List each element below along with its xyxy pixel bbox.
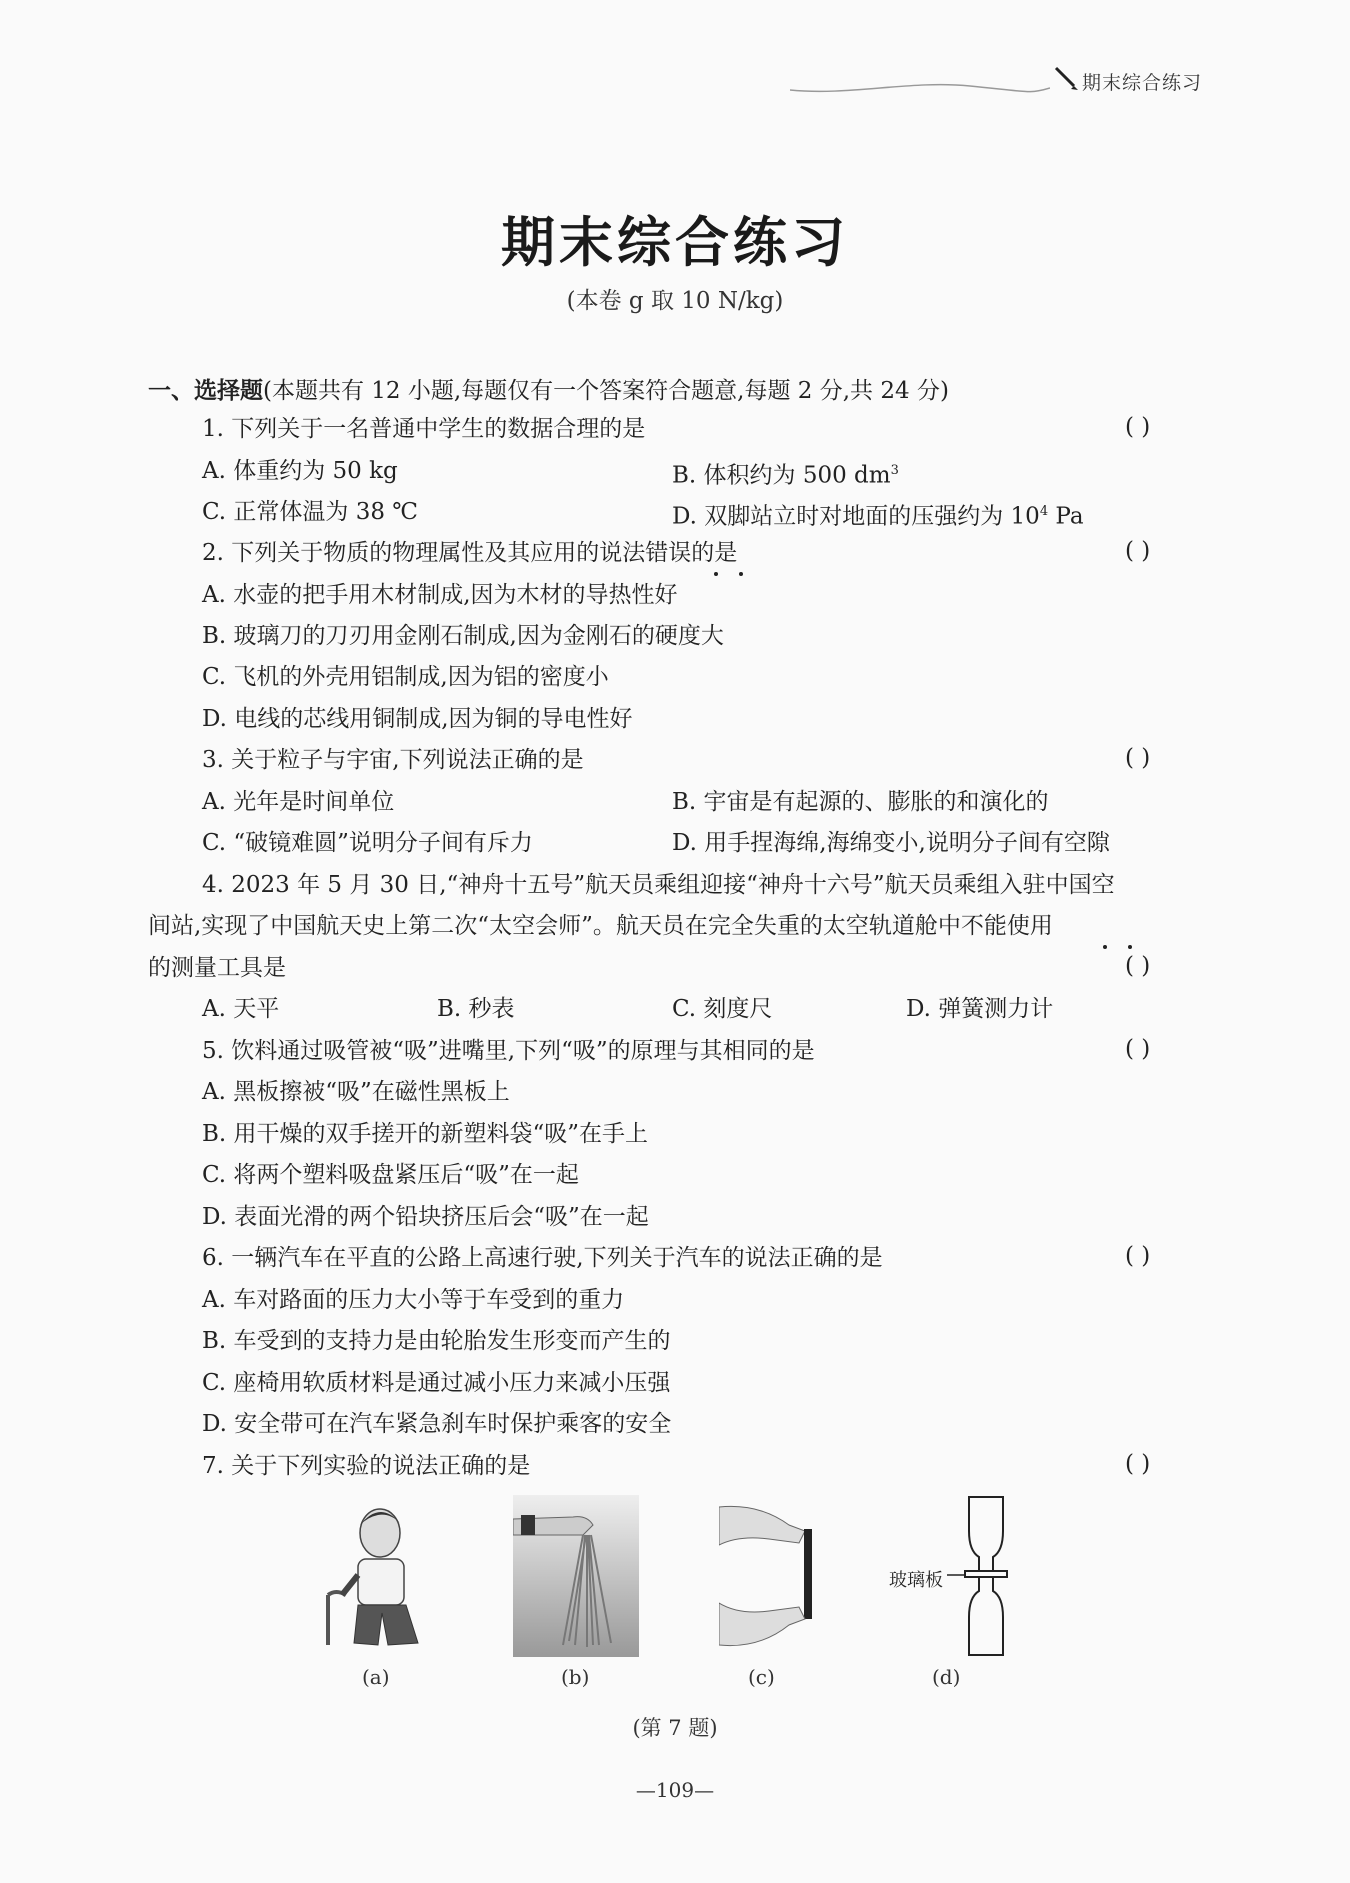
emphasis-dot [1128,945,1132,949]
q5-option-a: A. 黑板擦被“吸”在磁性黑板上 [202,1079,510,1105]
q1-option-c: C. 正常体温为 38 ℃ [202,499,419,525]
header-decoration-line [790,78,1050,98]
page-title: 期末综合练习 [501,210,849,274]
page-subtitle: (本卷 g 取 10 N/kg) [566,288,784,314]
answer-blank-3[interactable]: ( ) [1125,745,1151,771]
q1-option-d: D. 双脚站立时对地面的压强约为 $10^4$ Pa [672,503,1084,530]
figure-c-pencil-fingers [719,1495,827,1655]
question-2-stem: 2. 下列关于物质的物理属性及其应用的说法错误的是 [202,540,738,566]
answer-blank-2[interactable]: ( ) [1125,538,1151,564]
q3-option-d: D. 用手捏海绵,海绵变小,说明分子间有空隙 [672,830,1110,856]
q6-option-a: A. 车对路面的压力大小等于车受到的重力 [202,1287,625,1313]
q5-option-b: B. 用干燥的双手搓开的新塑料袋“吸”在手上 [202,1121,649,1147]
q4-option-b: B. 秒表 [437,996,515,1022]
emphasis-dot [714,572,718,576]
q4-option-d: D. 弹簧测力计 [906,996,1054,1022]
q5-option-d: D. 表面光滑的两个铅块挤压后会“吸”在一起 [202,1204,649,1230]
q3-option-b: B. 宇宙是有起源的、膨胀的和演化的 [672,789,1049,815]
q2-option-d: D. 电线的芯线用铜制成,因为铜的导电性好 [202,706,633,732]
figure-b-label: (b) [561,1665,590,1689]
glass-plate-label: 玻璃板 [889,1570,943,1591]
q4-option-a: A. 天平 [202,996,280,1022]
answer-blank-6[interactable]: ( ) [1125,1243,1151,1269]
q6-option-c: C. 座椅用软质材料是通过减小压力来减小压强 [202,1370,671,1396]
question-7-stem: 7. 关于下列实验的说法正确的是 [202,1453,531,1479]
q2-option-b: B. 玻璃刀的刀刃用金刚石制成,因为金刚石的硬度大 [202,623,724,649]
section-heading [148,376,949,406]
q2-option-c: C. 飞机的外壳用铝制成,因为铝的密度小 [202,664,609,690]
section-title: 一、选择题 [148,378,263,404]
q2-option-a: A. 水壶的把手用木材制成,因为木材的导热性好 [202,582,678,608]
question-5-stem: 5. 饮料通过吸管被“吸”进嘴里,下列“吸”的原理与其相同的是 [202,1038,815,1064]
pen-icon [1050,62,1080,92]
q6-option-d: D. 安全带可在汽车紧急刹车时保护乘客的安全 [202,1411,672,1437]
figure-d-label: (d) [932,1665,961,1689]
q6-option-b: B. 车受到的支持力是由轮胎发生形变而产生的 [202,1328,671,1354]
answer-blank-7[interactable]: ( ) [1125,1451,1151,1477]
figure-c-label: (c) [748,1665,775,1689]
figure-a-boy-listening [318,1495,442,1655]
figure-caption: (第 7 题) [632,1716,718,1740]
question-1-stem: 1. 下列关于一名普通中学生的数据合理的是 [202,416,646,442]
running-header: 期末综合练习 [1082,72,1203,94]
answer-blank-4[interactable]: ( ) [1125,953,1151,979]
q5-option-c: C. 将两个塑料吸盘紧压后“吸”在一起 [202,1162,579,1188]
page-number: —109— [635,1778,715,1802]
q1-option-a: A. 体重约为 50 kg [202,458,398,484]
q1-option-b: B. 体积约为 500 $dm^3$ [672,462,899,489]
question-3-stem: 3. 关于粒子与宇宙,下列说法正确的是 [202,747,584,773]
q3-option-c: C. “破镜难圆”说明分子间有斥力 [202,830,533,856]
section-note: (本题共有 12 小题,每题仅有一个答案符合题意,每题 2 分,共 24 分) [263,378,949,404]
emphasis-dot [1103,945,1107,949]
question-4-stem-line-2: 间站,实现了中国航天史上第二次“太空会师”。航天员在完全失重的太空轨道舱中不能使用 [148,913,1053,939]
emphasis-dot [739,572,743,576]
question-4-stem-line-3: 的测量工具是 [148,955,286,981]
q3-option-a: A. 光年是时间单位 [202,789,395,815]
figure-a-label: (a) [362,1665,390,1689]
answer-blank-1[interactable]: ( ) [1125,414,1151,440]
question-6-stem: 6. 一辆汽车在平直的公路上高速行驶,下列关于汽车的说法正确的是 [202,1245,883,1271]
answer-blank-5[interactable]: ( ) [1125,1036,1151,1062]
q4-option-c: C. 刻度尺 [672,996,773,1022]
question-4-stem-line-1: 4. 2023 年 5 月 30 日,“神舟十五号”航天员乘组迎接“神舟十六号”航天员乘组入驻中国空 [202,872,1115,898]
figure-b-plastic-strips [513,1495,639,1657]
